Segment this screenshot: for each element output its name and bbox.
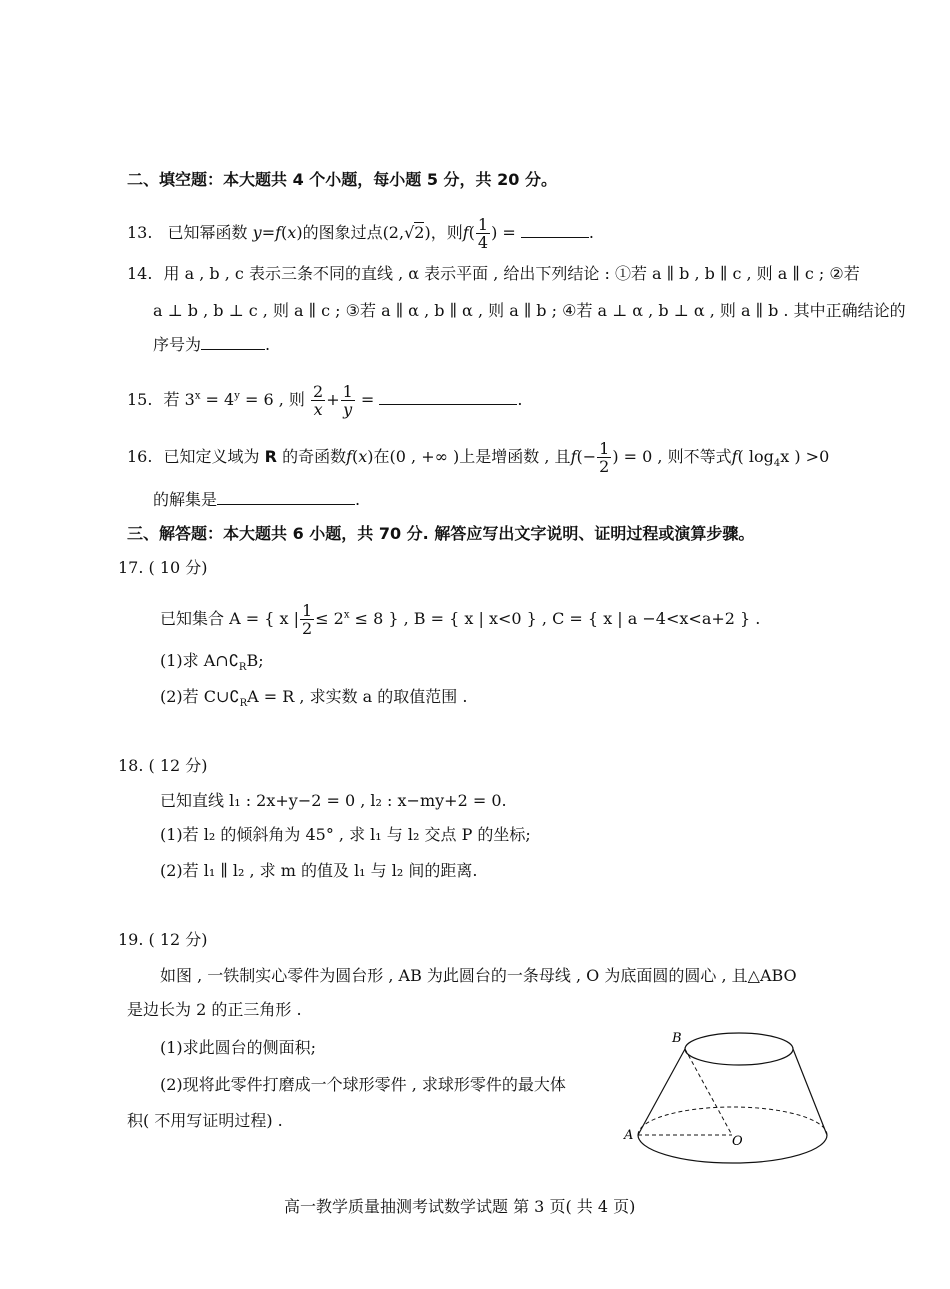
question-17-part-2: (2)若 $C\cup∁_RA = R$ , 求实数 a 的取值范围 .	[160, 687, 468, 710]
question-16-line-1: 16. 已知定义域为 R 的奇函数f(x)在(0 , +∞ )上是增函数 , 且f(− $\frac{1}{2}$ ) = 0 , 则不等式f( $\log_4x$ ) >0	[127, 439, 830, 476]
question-17-head: 17. ( 10 分)	[118, 558, 208, 577]
answer-blank-16[interactable]	[217, 490, 355, 505]
section-3-title: 三、解答题：本大题共 6 小题，共 70 分. 解答应写出文字说明、证明过程或演算步骤。	[127, 524, 755, 543]
fraction-one-half: $\frac{1}{2}$	[599, 439, 610, 476]
section-2-title: 二、填空题：本大题共 4 个小题，每小题 5 分，共 20 分。	[127, 170, 557, 189]
fraction-2-over-x: $\frac{2}{x}$	[313, 382, 324, 419]
question-14-line-2: a ⊥ b , b ⊥ c , 则 a ∥ c ; ③若 a ∥ α , b ∥ α , 则 a ∥ b ; ④若 a ⊥ α , b ⊥ α , 则 a ∥ b . 其中正确结论的	[153, 301, 906, 320]
frustum-figure	[620, 1025, 840, 1170]
question-18-part-2: (2)若 l₁ ∥ l₂ , 求 m 的值及 l₁ 与 l₂ 间的距离.	[160, 861, 478, 880]
question-19-part-2b: 积( 不用写证明过程) .	[127, 1111, 283, 1130]
question-18-part-1: (1)若 l₂ 的倾斜角为 45° , 求 l₁ 与 l₂ 交点 P 的坐标;	[160, 825, 531, 844]
generatrix-AB	[638, 1049, 685, 1135]
label-O: O	[732, 1134, 743, 1149]
question-16-line-2: 的解集是 .	[153, 490, 361, 509]
question-14-line-1: 14. 用 a , b , c 表示三条不同的直线 , α 表示平面 , 给出下列结论 : ①若 a ∥ b , b ∥ c , 则 a ∥ c ; ②若	[127, 264, 860, 283]
question-19-intro-1: 如图 , 一铁制实心零件为圆台形 , AB 为此圆台的一条母线 , O 为底面圆的圆心 , 且△ABO	[160, 966, 797, 985]
top-ellipse	[685, 1033, 793, 1065]
label-B: B	[672, 1031, 682, 1046]
question-14-line-3: 序号为 .	[153, 335, 271, 354]
question-19-intro-2: 是边长为 2 的正三角形 .	[127, 1000, 302, 1019]
answer-blank-15[interactable]	[379, 390, 517, 405]
question-18-intro: 已知直线 l₁ : 2x+y−2 = 0 , l₂ : x−my+2 = 0.	[160, 791, 507, 810]
question-19-part-1: (1)求此圆台的侧面积;	[160, 1038, 317, 1057]
question-17-part-1: (1)求 $A\cap∁_RB$;	[160, 651, 264, 674]
answer-blank-14[interactable]	[201, 335, 265, 350]
side-right	[793, 1049, 827, 1135]
question-18-head: 18. ( 12 分)	[118, 756, 208, 775]
label-A: A	[624, 1128, 634, 1143]
question-17-intro: 已知集合 A = { x | $\frac{1}{2}$ ≤ $2^x \le 8$ } , B = { x | x<0 } , C = { x | a −4<x<a+2 } .	[160, 601, 761, 638]
question-19-part-2a: (2)现将此零件打磨成一个球形零件 , 求球形零件的最大体	[160, 1075, 566, 1094]
q13-number: 13.	[127, 223, 153, 242]
answer-blank-13[interactable]	[521, 223, 589, 238]
question-13: 13. 已知幂函数 y=f(x)的图象过点(2,√2)，则f( $\frac{1}{4}$ ) = .	[127, 215, 594, 252]
fraction-half: $\frac{1}{2}$	[302, 601, 313, 638]
page-footer: 高一教学质量抽测考试数学试题 第 3 页( 共 4 页)	[284, 1197, 636, 1216]
fraction-1-over-y: $\frac{1}{y}$	[342, 382, 353, 419]
question-19-head: 19. ( 12 分)	[118, 930, 208, 949]
fraction-one-quarter: $\frac{1}{4}$	[477, 215, 489, 252]
bottom-ellipse-back	[638, 1107, 827, 1135]
question-15: 15. 若 $3^x = 4^y = 6$ , 则 $\frac{2}{x}$ + $\frac{1}{y}$ = .	[127, 382, 523, 419]
